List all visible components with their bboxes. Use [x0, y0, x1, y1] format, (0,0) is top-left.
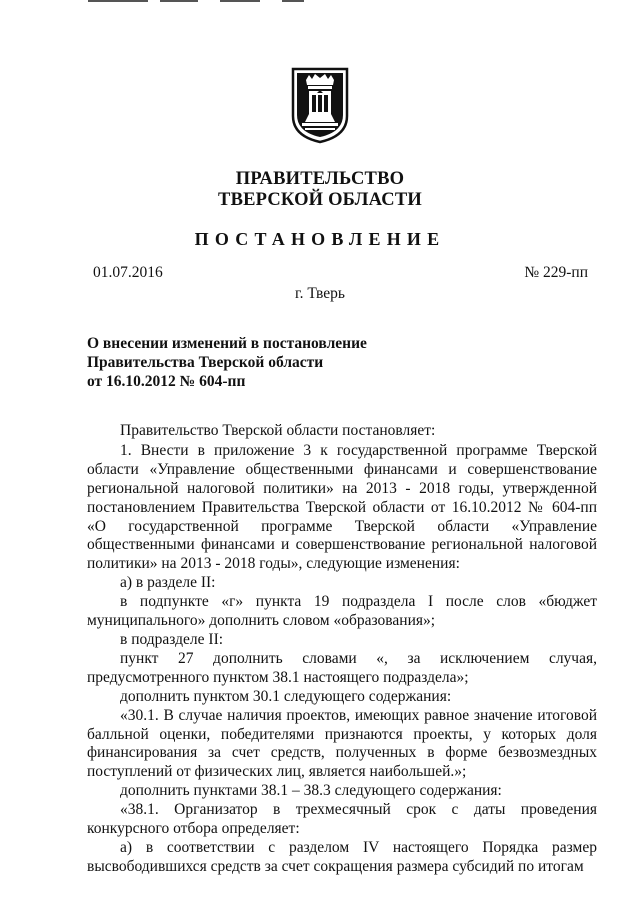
body-paragraph: пункт 27 дополнить словами «, за исключением случая, предусмотренного пунктом 38.1 настоящего подраздела»; — [87, 649, 597, 686]
subject-line: Правительства Тверской области — [87, 354, 324, 371]
body-paragraph: «30.1. В случае наличия проектов, имеющих равное значение итоговой балльной оценки, победителями признаются проекты, у которых доля финансирования за счет средств, полученных в форме безвозмездных поступлений от физических лиц, является наибольшей.»; — [87, 706, 597, 781]
org-title-line1: ПРАВИТЕЛЬСТВО — [235, 169, 405, 189]
subject-line: О внесении изменений в постановление — [87, 335, 367, 352]
body-paragraph: 1. Внести в приложение 3 к государственной программе Тверской области «Управление общественными финансами и совершенствование региональной налоговой политики» на 2013 - 2018 годы, утвержденной постановлением Правительства Тверской области от 16.10.2012 № 604-пп «О государственной программе Тверской области «Управление общественными финансами и совершенствование региональной налоговой политики» на 2013 - 2018 годы», следующие изменения: — [87, 441, 597, 573]
coat-of-arms-icon — [290, 66, 350, 144]
body-paragraph: Правительство Тверской области постановляет: — [120, 422, 436, 439]
document-city: г. Тверь — [295, 285, 345, 302]
document-body — [87, 422, 597, 877]
body-paragraph: а) в соответствии с разделом IV настоящего Порядка размер высвободившихся средств за счет сокращения размера субсидий по итогам — [87, 838, 597, 875]
body-paragraph: дополнить пунктом 30.1 следующего содержания: — [120, 687, 452, 705]
subject-line: от 16.10.2012 № 604-пп — [87, 373, 246, 390]
org-title-line2: ТВЕРСКОЙ ОБЛАСТИ — [218, 190, 422, 210]
body-paragraph: «38.1. Организатор в трехмесячный срок с даты проведения конкурсного отбора определяет: — [87, 801, 597, 838]
document-type: ПОСТАНОВЛЕНИЕ — [194, 229, 446, 249]
document-number: № 229-пп — [524, 264, 588, 281]
document-subject — [87, 334, 367, 391]
body-paragraph: в подразделе II: — [120, 630, 224, 648]
body-paragraph: дополнить пунктами 38.1 – 38.3 следующего содержания: — [120, 782, 502, 800]
body-paragraph: а) в разделе II: — [120, 574, 216, 592]
scan-artifact — [0, 0, 640, 4]
document-date: 01.07.2016 — [93, 264, 163, 281]
body-paragraph: в подпункте «г» пункта 19 подраздела I после слов «бюджет муниципального» дополнить словом «образования»; — [87, 593, 597, 630]
